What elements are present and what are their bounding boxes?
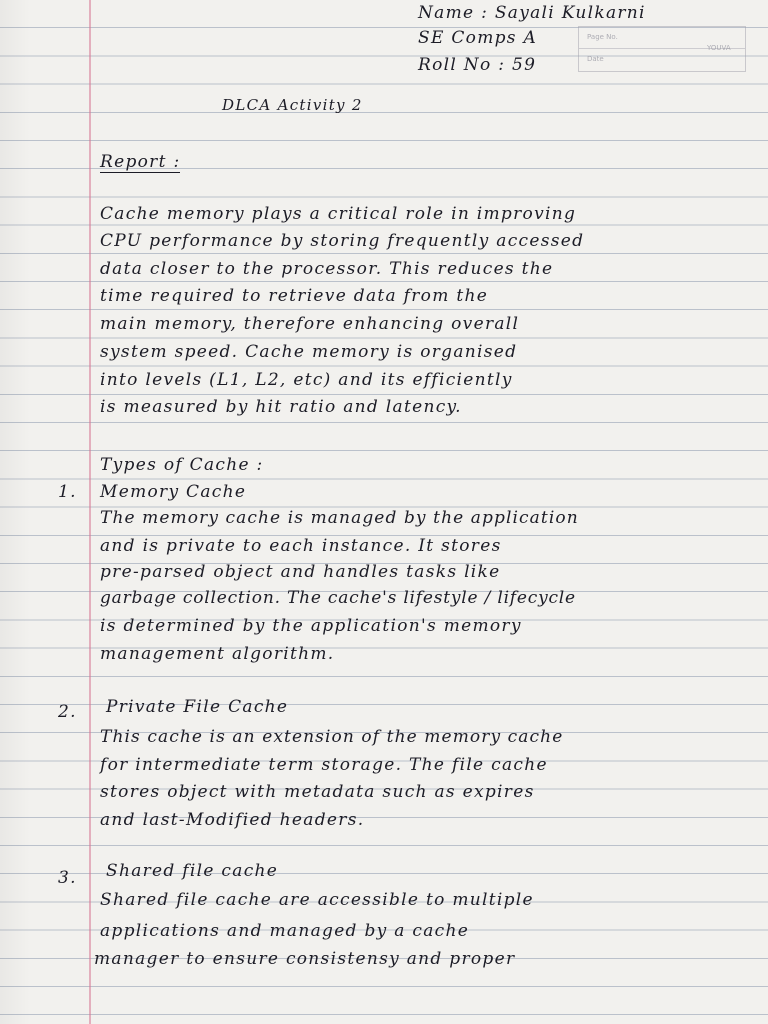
margin-line: [89, 0, 91, 1024]
section-line: Shared file cache are accessible to multiple: [100, 890, 534, 910]
section-line: manager to ensure consistensy and proper: [94, 949, 516, 969]
report-line: Cache memory plays a critical role in improving: [100, 204, 577, 224]
section-line: stores object with metadata such as expires: [100, 782, 535, 802]
page-no-label: Page No.: [587, 33, 618, 41]
roll-number: Roll No : 59: [418, 55, 537, 75]
section-line: is determined by the application's memory: [100, 616, 522, 636]
section-line: management algorithm.: [100, 644, 335, 664]
section-number: 3.: [58, 868, 77, 888]
section-title: Memory Cache: [100, 482, 247, 502]
section-line: pre-parsed object and handles tasks like: [100, 562, 501, 582]
report-line: is measured by hit ratio and latency.: [100, 397, 462, 417]
section-line: and is private to each instance. It stores: [100, 536, 502, 556]
report-line: into levels (L1, L2, etc) and its efficiently: [100, 370, 513, 390]
page-date-box: [578, 26, 746, 72]
section-title: Private File Cache: [106, 697, 289, 717]
section-number: 1.: [58, 482, 77, 502]
section-line: for intermediate term storage. The file cache: [100, 755, 548, 775]
section-line: garbage collection. The cache's lifestyle / lifecycle: [100, 588, 576, 608]
section-title: Shared file cache: [106, 861, 279, 881]
section-line: The memory cache is managed by the application: [100, 508, 579, 528]
page-title: DLCA Activity 2: [222, 96, 363, 114]
report-line: system speed. Cache memory is organised: [100, 342, 518, 362]
brand-label: YOUVA: [707, 44, 731, 52]
section-number: 2.: [58, 702, 77, 722]
types-heading: Types of Cache :: [100, 455, 264, 475]
report-line: main memory, therefore enhancing overall: [100, 314, 520, 334]
student-name: Name : Sayali Kulkarni: [418, 3, 646, 23]
section-line: applications and managed by a cache: [100, 921, 470, 941]
student-class: SE Comps A: [418, 28, 538, 48]
report-line: data closer to the processor. This reduces the: [100, 259, 554, 279]
report-line: CPU performance by storing frequently accessed: [100, 231, 585, 251]
section-line: and last-Modified headers.: [100, 810, 365, 830]
section-line: This cache is an extension of the memory cache: [100, 727, 564, 747]
report-heading: Report :: [100, 152, 181, 172]
date-label: Date: [587, 55, 604, 63]
report-line: time required to retrieve data from the: [100, 286, 489, 306]
